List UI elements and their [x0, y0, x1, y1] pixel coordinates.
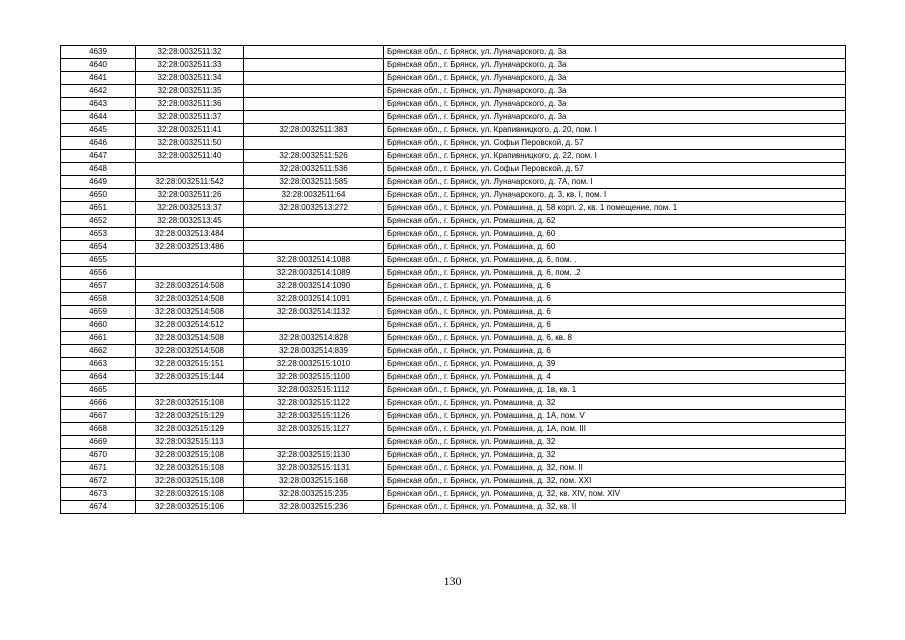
table-row	[61, 384, 846, 397]
cadastral-number-cell: 32:28:0032511:35	[136, 85, 244, 98]
room-cadastral-number-cell: 32:28:0032515:168	[244, 475, 384, 488]
room-cadastral-number-cell: 32:28:0032514:1132	[244, 306, 384, 319]
table-row	[61, 410, 846, 423]
table-row	[61, 163, 846, 176]
room-cadastral-number-cell: 32:28:0032514:828	[244, 332, 384, 345]
row-number-cell: 4643	[61, 98, 136, 111]
room-cadastral-number-cell: 32:28:0032514:1090	[244, 280, 384, 293]
room-cadastral-number-cell: 32:28:0032515:236	[244, 501, 384, 514]
room-cadastral-number-cell: 32:28:0032514:1089	[244, 267, 384, 280]
row-number-cell: 4666	[61, 397, 136, 410]
room-cadastral-number-cell	[244, 215, 384, 228]
table-row	[61, 254, 846, 267]
room-cadastral-number-cell: 32:28:0032511:536	[244, 163, 384, 176]
address-cell: Брянская обл., г. Брянск, ул. Ромашина, д. 32	[384, 449, 846, 462]
cadastral-number-cell: 32:28:0032511:32	[136, 46, 244, 59]
address-cell: Брянская обл., г. Брянск, ул. Ромашина, д. 1в, кв. 1	[384, 384, 846, 397]
room-cadastral-number-cell: 32:28:0032514:1088	[244, 254, 384, 267]
room-cadastral-number-cell: 32:28:0032515:1122	[244, 397, 384, 410]
table-row	[61, 241, 846, 254]
room-cadastral-number-cell	[244, 98, 384, 111]
table-row	[61, 319, 846, 332]
cadastral-number-cell	[136, 384, 244, 397]
table-row	[61, 124, 846, 137]
room-cadastral-number-cell: 32:28:0032515:1100	[244, 371, 384, 384]
room-cadastral-number-cell	[244, 436, 384, 449]
table-row	[61, 267, 846, 280]
room-cadastral-number-cell: 32:28:0032515:1131	[244, 462, 384, 475]
address-cell: Брянская обл., г. Брянск, ул. Ромашина, д. 6	[384, 306, 846, 319]
row-number-cell: 4654	[61, 241, 136, 254]
cadastral-table	[60, 45, 846, 514]
row-number-cell: 4642	[61, 85, 136, 98]
cadastral-number-cell: 32:28:0032513:45	[136, 215, 244, 228]
room-cadastral-number-cell: 32:28:0032515:1010	[244, 358, 384, 371]
table-row	[61, 189, 846, 202]
row-number-cell: 4670	[61, 449, 136, 462]
address-cell: Брянская обл., г. Брянск, ул. Ромашина, д. 6	[384, 319, 846, 332]
table-row	[61, 345, 846, 358]
row-number-cell: 4644	[61, 111, 136, 124]
cadastral-number-cell	[136, 267, 244, 280]
address-cell: Брянская обл., г. Брянск, ул. Ромашина, д. 32, пом. XXI	[384, 475, 846, 488]
room-cadastral-number-cell: 32:28:0032514:839	[244, 345, 384, 358]
room-cadastral-number-cell	[244, 228, 384, 241]
table-row	[61, 46, 846, 59]
cadastral-number-cell: 32:28:0032511:50	[136, 137, 244, 150]
address-cell: Брянская обл., г. Брянск, ул. Ромашина, д. 6	[384, 280, 846, 293]
row-number-cell: 4641	[61, 72, 136, 85]
room-cadastral-number-cell: 32:28:0032515:1112	[244, 384, 384, 397]
table-row	[61, 98, 846, 111]
row-number-cell: 4660	[61, 319, 136, 332]
row-number-cell: 4667	[61, 410, 136, 423]
table-row	[61, 59, 846, 72]
address-cell: Брянская обл., г. Брянск, ул. Ромашина, д. 60	[384, 228, 846, 241]
table-row	[61, 397, 846, 410]
cadastral-number-cell: 32:28:0032514:508	[136, 293, 244, 306]
address-cell: Брянская обл., г. Брянск, ул. Ромашина, д. 4	[384, 371, 846, 384]
cadastral-number-cell: 32:28:0032513:484	[136, 228, 244, 241]
table-row	[61, 228, 846, 241]
row-number-cell: 4658	[61, 293, 136, 306]
cadastral-number-cell: 32:28:0032515:113	[136, 436, 244, 449]
address-cell: Брянская обл., г. Брянск, ул. Софьи Перовской, д. 57	[384, 163, 846, 176]
row-number-cell: 4674	[61, 501, 136, 514]
cadastral-number-cell: 32:28:0032515:108	[136, 397, 244, 410]
table-row	[61, 462, 846, 475]
row-number-cell: 4648	[61, 163, 136, 176]
address-cell: Брянская обл., г. Брянск, ул. Ромашина, д. 6	[384, 293, 846, 306]
cadastral-number-cell: 32:28:0032511:37	[136, 111, 244, 124]
cadastral-number-cell: 32:28:0032514:512	[136, 319, 244, 332]
address-cell: Брянская обл., г. Брянск, ул. Луначарского, д. 3а	[384, 72, 846, 85]
row-number-cell: 4653	[61, 228, 136, 241]
address-cell: Брянская обл., г. Брянск, ул. Луначарского, д. 3а	[384, 111, 846, 124]
address-cell: Брянская обл., г. Брянск, ул. Ромашина, д. 1А, пом. III	[384, 423, 846, 436]
cadastral-number-cell: 32:28:0032515:151	[136, 358, 244, 371]
address-cell: Брянская обл., г. Брянск, ул. Ромашина, д. 1А, пом. V	[384, 410, 846, 423]
cadastral-number-cell	[136, 254, 244, 267]
cadastral-number-cell: 32:28:0032515:144	[136, 371, 244, 384]
address-cell: Брянская обл., г. Брянск, ул. Луначарского, д. 7А, пом. I	[384, 176, 846, 189]
cadastral-number-cell: 32:28:0032511:33	[136, 59, 244, 72]
table-row	[61, 111, 846, 124]
address-cell: Брянская обл., г. Брянск, ул. Ромашина, д. 62	[384, 215, 846, 228]
cadastral-number-cell: 32:28:0032511:41	[136, 124, 244, 137]
row-number-cell: 4662	[61, 345, 136, 358]
row-number-cell: 4663	[61, 358, 136, 371]
cadastral-number-cell: 32:28:0032511:34	[136, 72, 244, 85]
row-number-cell: 4656	[61, 267, 136, 280]
row-number-cell: 4647	[61, 150, 136, 163]
row-number-cell: 4646	[61, 137, 136, 150]
row-number-cell: 4659	[61, 306, 136, 319]
room-cadastral-number-cell	[244, 319, 384, 332]
cadastral-number-cell: 32:28:0032511:542	[136, 176, 244, 189]
table-row	[61, 150, 846, 163]
address-cell: Брянская обл., г. Брянск, ул. Ромашина, д. 39	[384, 358, 846, 371]
cadastral-number-cell: 32:28:0032514:508	[136, 306, 244, 319]
room-cadastral-number-cell	[244, 137, 384, 150]
address-cell: Брянская обл., г. Брянск, ул. Ромашина, д. 32	[384, 436, 846, 449]
table-row	[61, 423, 846, 436]
cadastral-number-cell: 32:28:0032511:36	[136, 98, 244, 111]
room-cadastral-number-cell: 32:28:0032513:272	[244, 202, 384, 215]
room-cadastral-number-cell: 32:28:0032514:1091	[244, 293, 384, 306]
row-number-cell: 4640	[61, 59, 136, 72]
cadastral-number-cell: 32:28:0032514:508	[136, 280, 244, 293]
address-cell: Брянская обл., г. Брянск, ул. Ромашина, д. 6, кв. 8	[384, 332, 846, 345]
row-number-cell: 4661	[61, 332, 136, 345]
row-number-cell: 4650	[61, 189, 136, 202]
table-row	[61, 371, 846, 384]
room-cadastral-number-cell	[244, 72, 384, 85]
row-number-cell: 4652	[61, 215, 136, 228]
table-row	[61, 137, 846, 150]
room-cadastral-number-cell	[244, 46, 384, 59]
address-cell: Брянская обл., г. Брянск, ул. Крапивницкого, д. 20, пом. I	[384, 124, 846, 137]
room-cadastral-number-cell: 32:28:0032511:64	[244, 189, 384, 202]
room-cadastral-number-cell: 32:28:0032515:1126	[244, 410, 384, 423]
table-row	[61, 332, 846, 345]
cadastral-number-cell: 32:28:0032515:129	[136, 410, 244, 423]
address-cell: Брянская обл., г. Брянск, ул. Ромашина, д. 32	[384, 397, 846, 410]
address-cell: Брянская обл., г. Брянск, ул. Крапивницкого, д. 22, пом. I	[384, 150, 846, 163]
row-number-cell: 4671	[61, 462, 136, 475]
row-number-cell: 4651	[61, 202, 136, 215]
row-number-cell: 4649	[61, 176, 136, 189]
room-cadastral-number-cell	[244, 85, 384, 98]
room-cadastral-number-cell: 32:28:0032515:235	[244, 488, 384, 501]
room-cadastral-number-cell: 32:28:0032511:383	[244, 124, 384, 137]
address-cell: Брянская обл., г. Брянск, ул. Ромашина, д. 6	[384, 345, 846, 358]
room-cadastral-number-cell: 32:28:0032515:1130	[244, 449, 384, 462]
cadastral-number-cell: 32:28:0032513:486	[136, 241, 244, 254]
row-number-cell: 4639	[61, 46, 136, 59]
cadastral-number-cell: 32:28:0032511:26	[136, 189, 244, 202]
address-cell: Брянская обл., г. Брянск, ул. Ромашина, д. 32, кв. XIV, пом. XIV	[384, 488, 846, 501]
cadastral-number-cell: 32:28:0032515:108	[136, 462, 244, 475]
row-number-cell: 4645	[61, 124, 136, 137]
room-cadastral-number-cell: 32:28:0032515:1127	[244, 423, 384, 436]
address-cell: Брянская обл., г. Брянск, ул. Ромашина, д. 58 корп. 2, кв. 1 помещение, пом. 1	[384, 202, 846, 215]
table-row	[61, 293, 846, 306]
cadastral-number-cell: 32:28:0032515:108	[136, 475, 244, 488]
page-number: 130	[443, 574, 462, 588]
room-cadastral-number-cell: 32:28:0032511:526	[244, 150, 384, 163]
room-cadastral-number-cell	[244, 241, 384, 254]
address-cell: Брянская обл., г. Брянск, ул. Ромашина, д. 60	[384, 241, 846, 254]
address-cell: Брянская обл., г. Брянск, ул. Луначарского, д. 3а	[384, 98, 846, 111]
address-cell: Брянская обл., г. Брянск, ул. Ромашина, д. 32, кв. II	[384, 501, 846, 514]
cadastral-number-cell: 32:28:0032515:108	[136, 488, 244, 501]
row-number-cell: 4655	[61, 254, 136, 267]
table-body	[61, 46, 846, 514]
table-row	[61, 176, 846, 189]
address-cell: Брянская обл., г. Брянск, ул. Луначарского, д. 3, кв. I, пом. I	[384, 189, 846, 202]
row-number-cell: 4657	[61, 280, 136, 293]
table-row	[61, 449, 846, 462]
table-row	[61, 501, 846, 514]
address-cell: Брянская обл., г. Брянск, ул. Луначарского, д. 3а	[384, 59, 846, 72]
cadastral-number-cell: 32:28:0032515:108	[136, 449, 244, 462]
table-row	[61, 85, 846, 98]
cadastral-number-cell: 32:28:0032514:508	[136, 332, 244, 345]
cadastral-number-cell: 32:28:0032513:37	[136, 202, 244, 215]
row-number-cell: 4664	[61, 371, 136, 384]
row-number-cell: 4668	[61, 423, 136, 436]
address-cell: Брянская обл., г. Брянск, ул. Ромашина, д. 6, пом. .2	[384, 267, 846, 280]
address-cell: Брянская обл., г. Брянск, ул. Луначарского, д. 3а	[384, 46, 846, 59]
table-row	[61, 215, 846, 228]
room-cadastral-number-cell: 32:28:0032511:585	[244, 176, 384, 189]
cadastral-number-cell: 32:28:0032515:106	[136, 501, 244, 514]
cadastral-number-cell: 32:28:0032511:40	[136, 150, 244, 163]
row-number-cell: 4672	[61, 475, 136, 488]
address-cell: Брянская обл., г. Брянск, ул. Софьи Перовской, д. 57	[384, 137, 846, 150]
table-row	[61, 202, 846, 215]
row-number-cell: 4673	[61, 488, 136, 501]
table-row	[61, 488, 846, 501]
table-row	[61, 358, 846, 371]
row-number-cell: 4665	[61, 384, 136, 397]
address-cell: Брянская обл., г. Брянск, ул. Луначарского, д. 3а	[384, 85, 846, 98]
cadastral-number-cell	[136, 163, 244, 176]
cadastral-number-cell: 32:28:0032514:508	[136, 345, 244, 358]
address-cell: Брянская обл., г. Брянск, ул. Ромашина, д. 32, пом. II	[384, 462, 846, 475]
table-row	[61, 475, 846, 488]
cadastral-number-cell: 32:28:0032515:129	[136, 423, 244, 436]
room-cadastral-number-cell	[244, 59, 384, 72]
address-cell: Брянская обл., г. Брянск, ул. Ромашина, д. 6, пом. .	[384, 254, 846, 267]
table-row	[61, 280, 846, 293]
table-row	[61, 436, 846, 449]
room-cadastral-number-cell	[244, 111, 384, 124]
table-row	[61, 72, 846, 85]
row-number-cell: 4669	[61, 436, 136, 449]
table-row	[61, 306, 846, 319]
